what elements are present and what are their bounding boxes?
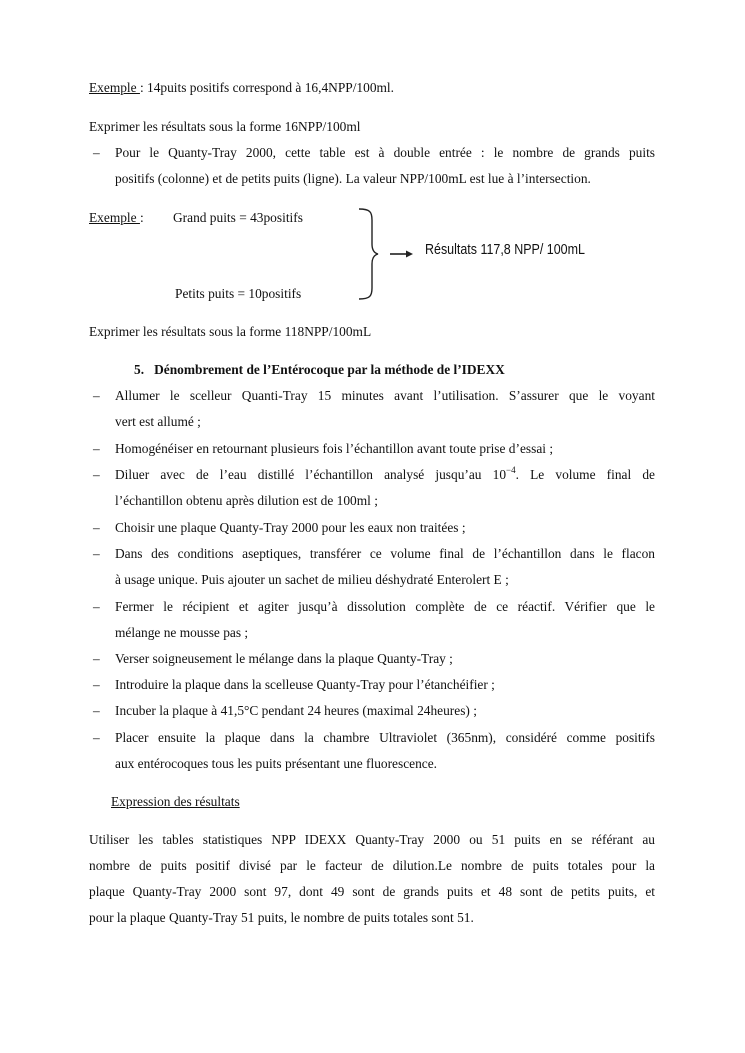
step-3-text-a: Diluer avec de l’eau distillé l’échantillon analysé jusqu’au 10 — [115, 467, 507, 482]
quanty-bullet-line-2: positifs (colonne) et de petits puits (ligne). La valeur NPP/100mL est lue à l’intersection. — [115, 171, 591, 186]
step-3-line-2: l’échantillon obtenu après dilution est de 100ml ; — [115, 493, 378, 508]
final-paragraph-line-4: pour la plaque Quanty-Tray 51 puits, le nombre de puits totales sont 51. — [89, 910, 474, 925]
section-5-heading — [134, 361, 505, 379]
step-2: Homogénéiser en retournant plusieurs fois l’échantillon avant toute prise d’essai ; — [115, 441, 554, 456]
example-2-label: Exemple — [89, 210, 140, 225]
express-results-1: Exprimer les résultats sous la forme 16NPP/100ml — [89, 119, 361, 134]
step-5-line-1: Dans des conditions aseptiques, transférer ce volume final de l’échantillon dans le flacon — [115, 546, 655, 561]
bullet-dash: – — [93, 388, 100, 403]
example-1 — [89, 79, 394, 97]
final-paragraph-line-2: nombre de puits positif divisé par le facteur de dilution.Le nombre de puits totales pour la — [89, 858, 655, 873]
bullet-dash: – — [93, 599, 100, 614]
step-4: Choisir une plaque Quanty-Tray 2000 pour les eaux non traitées ; — [115, 520, 466, 535]
bullet-dash: – — [93, 145, 100, 160]
final-paragraph-line-1: Utiliser les tables statistiques NPP IDEXX Quanty-Tray 2000 ou 51 puits en se référant au — [89, 832, 655, 847]
section-5-number: 5. — [134, 362, 145, 377]
step-9: Incuber la plaque à 41,5°C pendant 24 heures (maximal 24heures) ; — [115, 703, 477, 718]
step-10-line-1: Placer ensuite la plaque dans la chambre Ultraviolet (365nm), considéré comme positifs — [115, 730, 655, 745]
step-7: Verser soigneusement le mélange dans la plaque Quanty-Tray ; — [115, 651, 453, 666]
bullet-dash: – — [93, 546, 100, 561]
bullet-dash: – — [93, 441, 100, 456]
brace-arrow-graphic — [356, 206, 426, 302]
example-1-label: Exemple — [89, 80, 140, 95]
bullet-dash: – — [93, 520, 100, 535]
step-1-line-2: vert est allumé ; — [115, 414, 201, 429]
petits-puits-value: Petits puits = 10positifs — [175, 286, 302, 301]
arrow-head-icon — [406, 251, 413, 258]
step-8: Introduire la plaque dans la scelleuse Quanty-Tray pour l’étanchéifier ; — [115, 677, 495, 692]
example-1-text: : 14puits positifs correspond à 16,4NPP/100ml. — [139, 80, 395, 95]
step-1-line-1: Allumer le scelleur Quanti-Tray 15 minutes avant l’utilisation. S’assurer que le voyant — [115, 388, 655, 403]
step-6-line-2: mélange ne mousse pas ; — [115, 625, 249, 640]
expression-heading: Expression des résultats — [111, 794, 240, 809]
curly-brace-icon — [359, 209, 378, 299]
step-3-exponent: −4 — [506, 464, 516, 475]
bullet-dash: – — [93, 703, 100, 718]
step-3-line-1 — [115, 466, 655, 484]
express-results-2: Exprimer les résultats sous la forme 118NPP/100mL — [89, 324, 372, 339]
result-value: Résultats 117,8 NPP/ 100mL — [425, 242, 585, 258]
bullet-dash: – — [93, 677, 100, 692]
bullet-dash: – — [93, 730, 100, 745]
step-3-text-b: . Le volume final de — [515, 467, 655, 482]
step-6-line-1: Fermer le récipient et agiter jusqu’à dissolution complète de ce réactif. Vérifier que le — [115, 599, 655, 614]
example-2-colon: : — [139, 210, 144, 225]
step-10-line-2: aux entérocoques tous les puits présentant une fluorescence. — [115, 756, 438, 771]
bullet-dash: – — [93, 651, 100, 666]
bullet-dash: – — [93, 467, 100, 482]
grand-puits-value: Grand puits = 43positifs — [173, 210, 303, 225]
step-5-line-2: à usage unique. Puis ajouter un sachet de milieu déshydraté Enterolert E ; — [115, 572, 509, 587]
final-paragraph-line-3: plaque Quanty-Tray 2000 sont 97, dont 49 sont de grands puits et 48 sont de petits puits, et — [89, 884, 655, 899]
example-2 — [89, 209, 144, 227]
section-5-title: Dénombrement de l’Entérocoque par la méthode de l’IDEXX — [154, 362, 505, 377]
quanty-bullet-line-1: Pour le Quanty-Tray 2000, cette table est à double entrée : le nombre de grands puits — [115, 145, 655, 160]
